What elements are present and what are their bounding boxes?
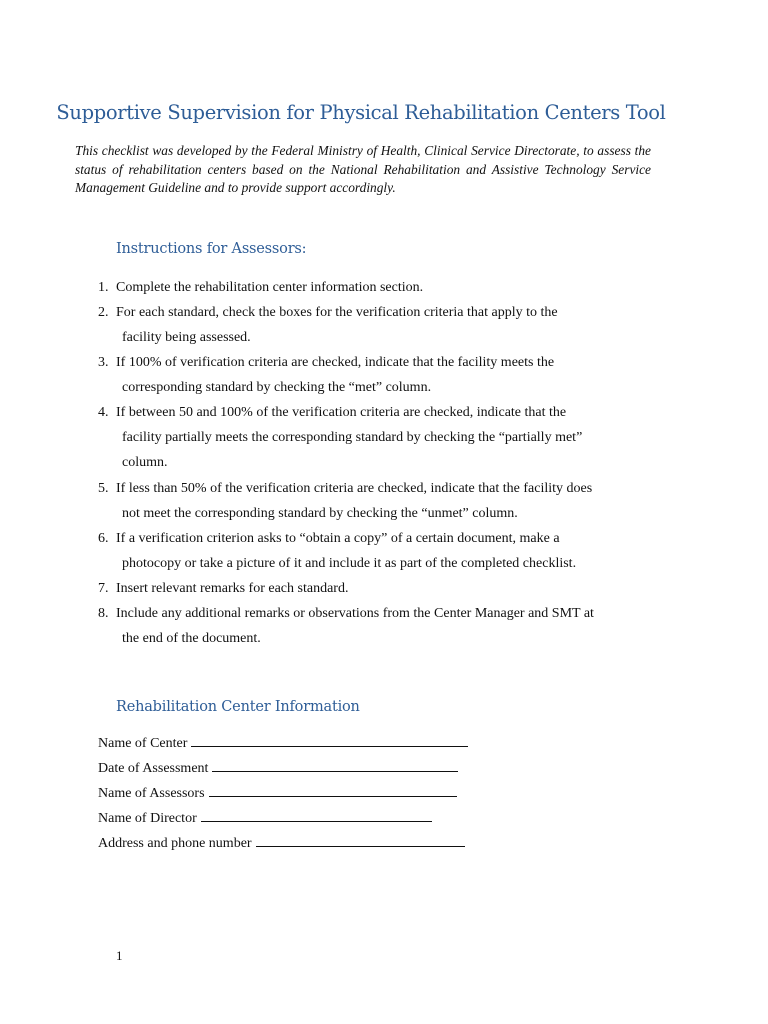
instruction-line: If less than 50% of the verification criteria are checked, indicate that the facility does bbox=[116, 481, 593, 496]
instruction-line: If a verification criterion asks to “obtain a copy” of a certain document, make a bbox=[116, 531, 560, 546]
info-field-address-phone bbox=[98, 834, 465, 852]
instruction-line: Complete the rehabilitation center information section. bbox=[116, 280, 424, 295]
instruction-number: 5. bbox=[98, 481, 109, 496]
instruction-line: If between 50 and 100% of the verification criteria are checked, indicate that the bbox=[116, 405, 567, 420]
center-name-line[interactable] bbox=[191, 734, 468, 747]
info-field-center-name bbox=[98, 734, 468, 752]
document-title: Supportive Supervision for Physical Rehabilitation Centers Tool bbox=[56, 101, 666, 124]
instruction-number: 7. bbox=[98, 581, 109, 596]
instruction-number: 1. bbox=[98, 280, 109, 295]
instruction-number: 4. bbox=[98, 405, 109, 420]
assessors-line[interactable] bbox=[209, 784, 457, 797]
page-number: 1 bbox=[116, 948, 123, 963]
intro-paragraph: This checklist was developed by the Federal Ministry of Health, Clinical Service Directorate, to assess the status of rehabilitation centers based on the National Rehabilitation and Assistive Technology Service Management Guideline and to provide support accordingly. bbox=[75, 143, 651, 195]
field-label: Name of Director bbox=[98, 811, 197, 826]
instruction-line: If 100% of verification criteria are checked, indicate that the facility meets the bbox=[116, 355, 555, 370]
instruction-line: corresponding standard by checking the “met” column. bbox=[122, 380, 432, 395]
info-field-director bbox=[98, 809, 432, 827]
instruction-line: For each standard, check the boxes for the verification criteria that apply to the bbox=[116, 305, 558, 320]
instruction-number: 3. bbox=[98, 355, 109, 370]
instruction-line: not meet the corresponding standard by checking the “unmet” column. bbox=[122, 506, 518, 521]
instruction-number: 8. bbox=[98, 606, 109, 621]
field-label: Name of Center bbox=[98, 736, 188, 751]
instruction-line: Insert relevant remarks for each standard. bbox=[116, 581, 349, 596]
assessment-date-line[interactable] bbox=[212, 759, 458, 772]
info-field-assessment-date bbox=[98, 759, 458, 777]
instruction-line: facility partially meets the corresponding standard by checking the “partially met” bbox=[122, 430, 583, 445]
instructions-heading: Instructions for Assessors: bbox=[116, 241, 307, 257]
address-phone-line[interactable] bbox=[256, 834, 465, 847]
instruction-line: column. bbox=[122, 455, 168, 470]
info-heading: Rehabilitation Center Information bbox=[116, 699, 360, 715]
instruction-line: photocopy or take a picture of it and include it as part of the completed checklist. bbox=[122, 556, 577, 571]
field-label: Date of Assessment bbox=[98, 761, 209, 776]
info-field-assessors bbox=[98, 784, 457, 802]
instruction-line: facility being assessed. bbox=[122, 330, 251, 345]
director-line[interactable] bbox=[201, 809, 432, 822]
instruction-number: 2. bbox=[98, 305, 109, 320]
instruction-line: the end of the document. bbox=[122, 631, 261, 646]
field-label: Name of Assessors bbox=[98, 786, 205, 801]
field-label: Address and phone number bbox=[98, 836, 252, 851]
instruction-line: Include any additional remarks or observations from the Center Manager and SMT at bbox=[116, 606, 594, 621]
instruction-number: 6. bbox=[98, 531, 109, 546]
